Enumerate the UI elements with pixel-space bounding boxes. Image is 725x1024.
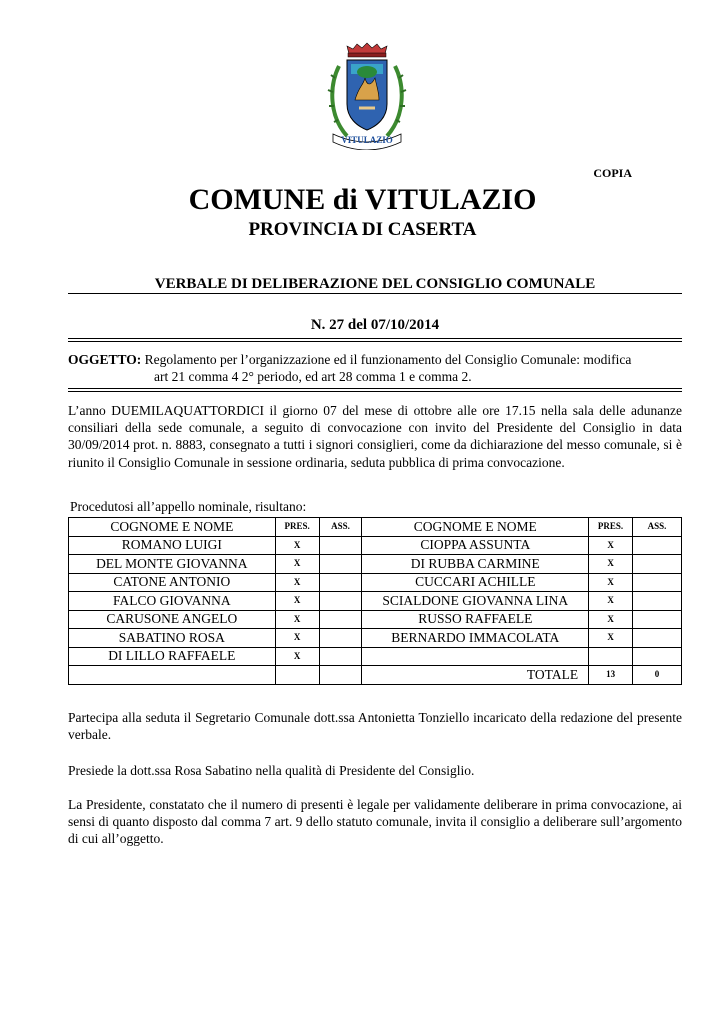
deliberation-number: N. 27 del 07/10/2014 (310, 317, 440, 333)
table-row (69, 610, 682, 629)
present-mark: X (275, 629, 319, 648)
document-title: VERBALE DI DELIBERAZIONE DEL CONSIGLIO COMUNALE (154, 276, 596, 292)
absent-mark (633, 573, 682, 592)
present-mark: X (589, 629, 633, 648)
councillor-name: ROMANO LUIGI (69, 536, 276, 555)
present-mark: X (275, 536, 319, 555)
page-title: COMUNE di VITULAZIO (188, 183, 537, 216)
councillor-name: CARUSONE ANGELO (69, 610, 276, 629)
subject-text-line1: Regolamento per l’organizzazione ed il funzionamento del Consiglio Comunale: modifica (141, 352, 632, 367)
absent-mark (319, 573, 362, 592)
table-row (69, 647, 682, 666)
president-paragraph-wrap (68, 796, 682, 848)
secretary-paragraph-wrap (68, 709, 682, 743)
copy-label: COPIA (593, 166, 632, 180)
present-mark: X (589, 536, 633, 555)
empty-cell (319, 666, 362, 685)
municipal-crest-emblem (325, 42, 409, 150)
intro-paragraph: L’anno DUEMILAQUATTORDICI il giorno 07 del mese di ottobre alle ore 17.15 nella sala delle adunanze consiliari della sede comunale, a seguito di convocazione con invito del Presidente del Consiglio in data 30/09/2014 prot. n. 8883, consegnato a tutti i signori consiglieri, come da dichiarazione del messo comunale, si è riunito il Consiglio Comunale in sessione ordinaria, seduta pubblica di prima convocazione. (68, 403, 682, 470)
column-header-pres-right: PRES. (589, 518, 633, 537)
present-mark: X (275, 555, 319, 574)
absent-mark (633, 555, 682, 574)
attendance-table (68, 517, 682, 685)
absent-mark (633, 629, 682, 648)
svg-text:VITULAZIO: VITULAZIO (341, 135, 393, 145)
title-underline (68, 293, 682, 294)
present-mark: X (275, 610, 319, 629)
present-mark: X (589, 573, 633, 592)
councillor-name: BERNARDO IMMACOLATA (362, 629, 589, 648)
column-header-name-right: COGNOME E NOME (362, 518, 589, 537)
councillor-name: CATONE ANTONIO (69, 573, 276, 592)
councillor-name (362, 647, 589, 666)
secretary-paragraph: Partecipa alla seduta il Segretario Comunale dott.ssa Antonietta Tonziello incaricato della redazione del presente verbale. (68, 710, 682, 743)
president-paragraph: La Presidente, constatato che il numero di presenti è legale per validamente deliberare in prima convocazione, ai sensi di quanto disposto dal comma 7 art. 9 dello statuto comunale, invita il consiglio a deliberare sull’argomento di cui all’oggetto. (68, 797, 682, 847)
councillor-name: CIOPPA ASSUNTA (362, 536, 589, 555)
intro-paragraph-wrap (68, 402, 682, 471)
absent-mark (319, 610, 362, 629)
present-mark: X (589, 592, 633, 611)
present-mark: X (275, 647, 319, 666)
separator-top (68, 338, 682, 342)
absent-mark (319, 536, 362, 555)
table-row (69, 555, 682, 574)
councillor-name: DEL MONTE GIOVANNA (69, 555, 276, 574)
present-mark: X (275, 573, 319, 592)
column-header-pres-left: PRES. (275, 518, 319, 537)
total-label: TOTALE (362, 666, 589, 685)
absent-mark (633, 536, 682, 555)
empty-cell (69, 666, 276, 685)
total-present: 13 (589, 666, 633, 685)
column-header-ass-left: ASS. (319, 518, 362, 537)
councillor-name: SCIALDONE GIOVANNA LINA (362, 592, 589, 611)
total-absent: 0 (633, 666, 682, 685)
councillor-name: SABATINO ROSA (69, 629, 276, 648)
present-mark: X (589, 610, 633, 629)
councillor-name: DI RUBBA CARMINE (362, 555, 589, 574)
empty-cell (275, 666, 319, 685)
chair-paragraph: Presiede la dott.ssa Rosa Sabatino nella qualità di Presidente del Consiglio. (68, 763, 475, 778)
column-header-name-left: COGNOME E NOME (69, 518, 276, 537)
absent-mark (319, 629, 362, 648)
table-row (69, 573, 682, 592)
present-mark (589, 647, 633, 666)
absent-mark (633, 647, 682, 666)
column-header-ass-right: ASS. (633, 518, 682, 537)
councillor-name: FALCO GIOVANNA (69, 592, 276, 611)
table-row (69, 592, 682, 611)
page-subtitle: PROVINCIA DI CASERTA (248, 219, 477, 240)
table-row (69, 629, 682, 648)
subject-text-line2: art 21 comma 4 2° periodo, ed art 28 comma 1 e comma 2. (154, 369, 472, 384)
absent-mark (633, 592, 682, 611)
table-header-row (69, 518, 682, 537)
absent-mark (319, 647, 362, 666)
absent-mark (319, 592, 362, 611)
councillor-name: RUSSO RAFFAELE (362, 610, 589, 629)
councillor-name: CUCCARI ACHILLE (362, 573, 589, 592)
subject-label: OGGETTO: (68, 352, 142, 367)
chair-paragraph-wrap (68, 762, 682, 779)
absent-mark (633, 610, 682, 629)
separator-bottom (68, 388, 682, 392)
subject-block (68, 351, 682, 385)
absent-mark (319, 555, 362, 574)
councillor-name: DI LILLO RAFFAELE (69, 647, 276, 666)
present-mark: X (589, 555, 633, 574)
roll-call-intro: Procedutosi all’appello nominale, risultano: (70, 499, 307, 514)
present-mark: X (275, 592, 319, 611)
total-row (69, 666, 682, 685)
table-row (69, 536, 682, 555)
